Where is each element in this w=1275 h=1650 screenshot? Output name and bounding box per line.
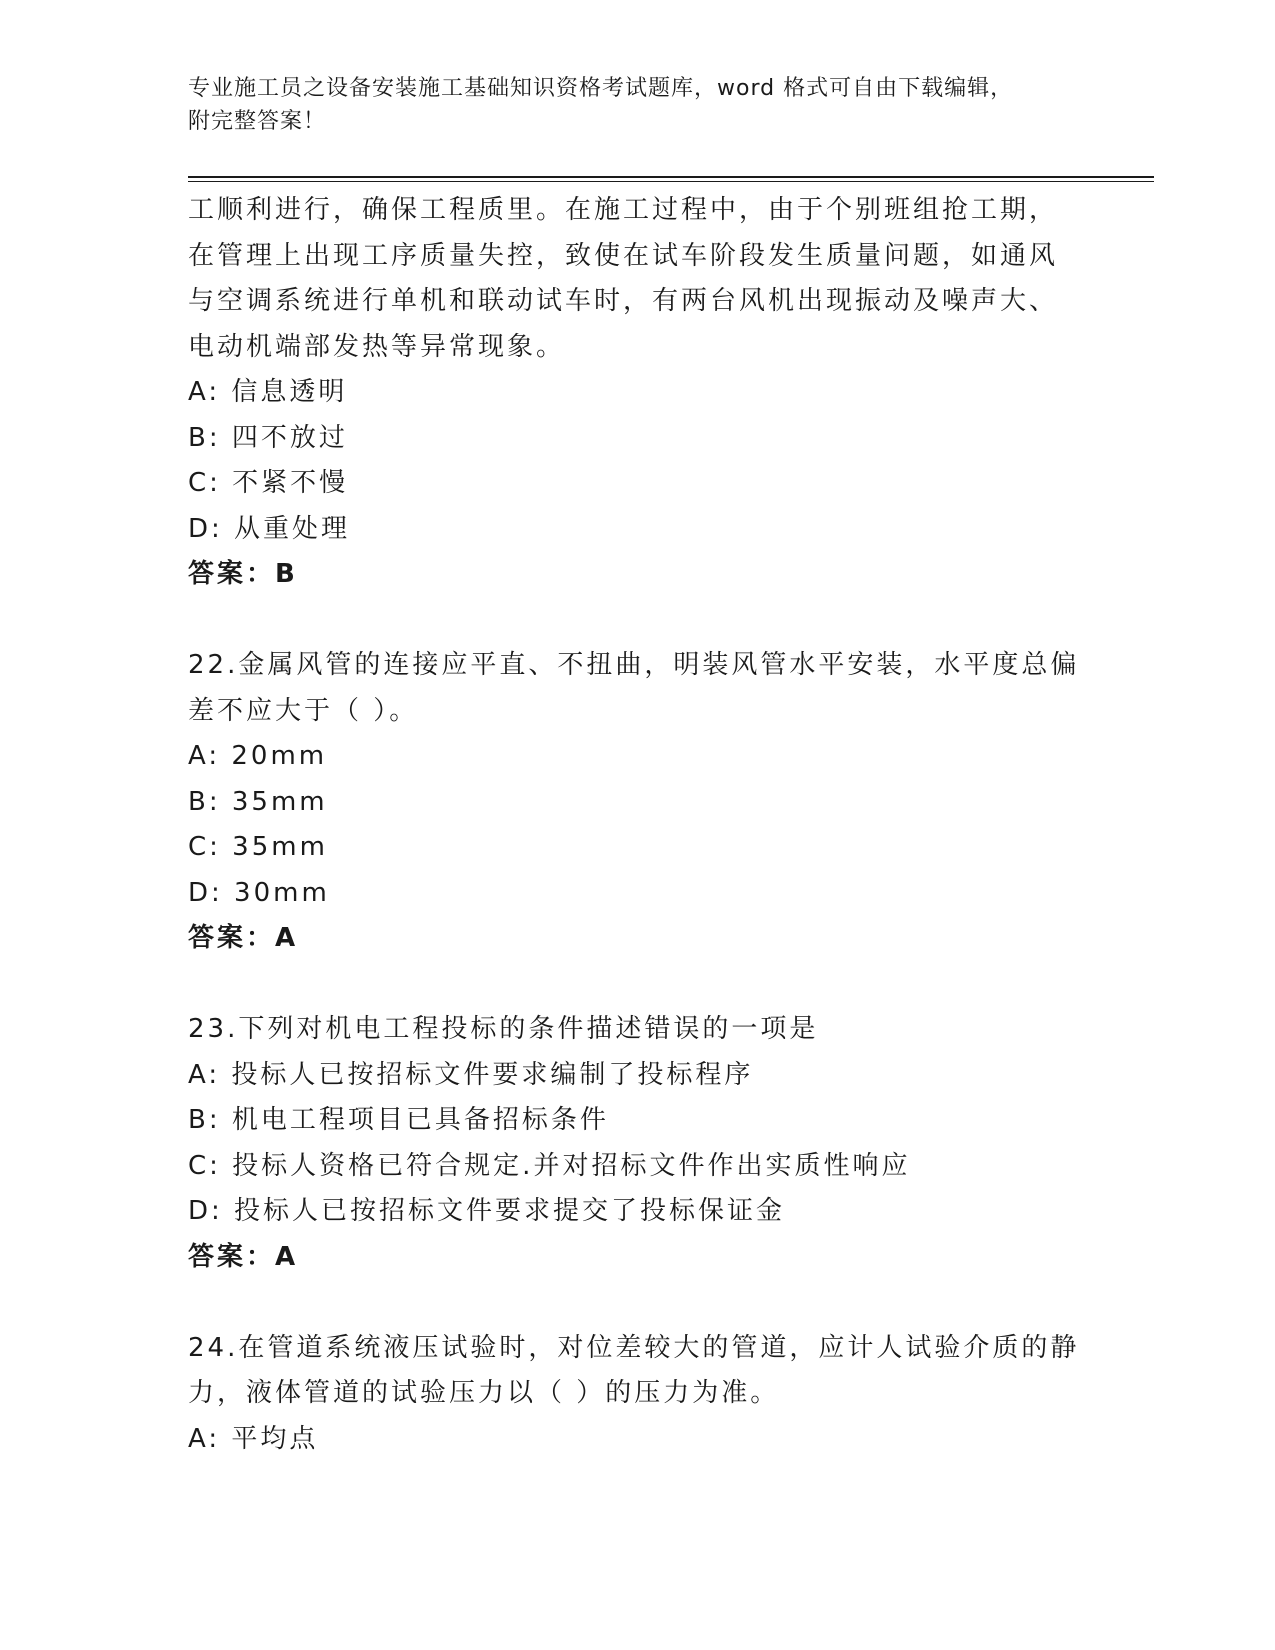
question-text-line: 工顺利进行，确保工程质里。在施工过程中，由于个别班组抢工期， [188,195,1059,225]
question-23 [188,1007,1088,1280]
question-text-line: 24.在管道系统液压试验时，对位差较大的管道，应计人试验介质的静 [188,1332,1080,1363]
option-a: A: 平均点 [188,1423,319,1454]
option-c: C: 投标人资格已符合规定.并对招标文件作出实质性响应 [188,1150,911,1181]
answer-line: 答案：B [188,559,298,589]
spacer [188,962,1088,1008]
option-b: B: 四不放过 [188,422,348,453]
option-b: B: 机电工程项目已具备招标条件 [188,1105,609,1135]
header-line-2: 附完整答案！ [188,109,327,134]
document-header [188,72,1088,138]
question-content [188,188,1088,1462]
option-d: D: 30mm [188,877,330,908]
question-22 [188,643,1088,962]
header-line-1: 专业施工员之设备安装施工基础知识资格考试题库，word 格式可自由下载编辑， [188,76,1014,101]
answer-line: 答案：A [188,923,299,953]
question-text-line: 电动机端部发热等异常现象。 [188,331,566,362]
question-text-line: 力，液体管道的试验压力以（ ）的压力为准。 [188,1378,780,1408]
question-21-continued [188,188,1088,598]
option-c: C: 不紧不慢 [188,468,349,498]
header-divider-thick [188,176,1154,178]
option-d: D: 投标人已按招标文件要求提交了投标保证金 [188,1196,786,1226]
spacer [188,598,1088,644]
header-divider-thin [188,181,1154,182]
question-text-line: 差不应大于（ ）。 [188,695,419,726]
option-b: B: 35mm [188,786,328,817]
option-a: A: 20mm [188,741,328,771]
question-text-line: 22.金属风管的连接应平直、不扭曲，明装风管水平安装，水平度总偏 [188,650,1080,680]
question-text-line: 与空调系统进行单机和联动试车时，有两台风机出现振动及噪声大、 [188,286,1059,316]
option-a: A: 投标人已按招标文件要求编制了投标程序 [188,1059,754,1090]
question-24 [188,1326,1088,1463]
option-d: D: 从重处理 [188,513,351,544]
question-text-line: 在管理上出现工序质量失控，致使在试车阶段发生质量问题，如通风 [188,240,1059,271]
question-text-line: 23.下列对机电工程投标的条件描述错误的一项是 [188,1014,819,1044]
answer-line: 答案：A [188,1241,299,1272]
option-a: A: 信息透明 [188,377,348,407]
spacer [188,1280,1088,1326]
option-c: C: 35mm [188,832,328,862]
